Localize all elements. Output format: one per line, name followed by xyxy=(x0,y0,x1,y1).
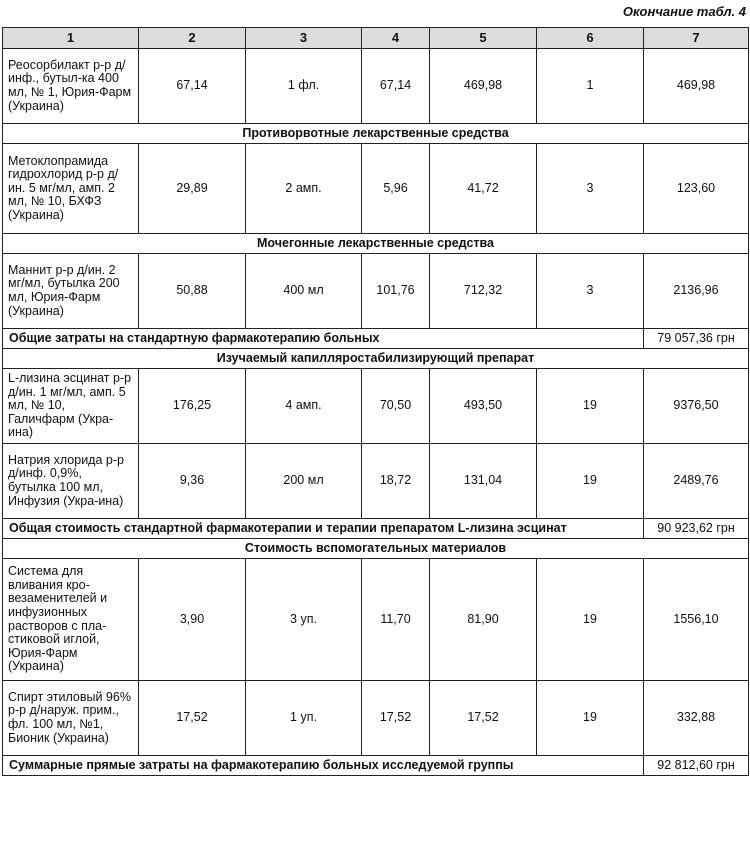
total-label: Общая стоимость стандартной фармакотерапии и терапии препаратом L-лизина эсцинат xyxy=(3,519,644,539)
column-header-6: 6 xyxy=(537,28,644,49)
value-cell-col6: 1 xyxy=(537,49,644,124)
value-cell-col3: 4 амп. xyxy=(246,369,362,444)
column-header-7: 7 xyxy=(644,28,749,49)
total-value: 90 923,62 грн xyxy=(644,519,749,539)
value-cell-col2: 9,36 xyxy=(139,444,246,519)
header-row xyxy=(3,28,749,49)
value-cell-col2: 17,52 xyxy=(139,681,246,756)
drug-name-cell: Реосорбилакт р-р д/инф., бутыл-ка 400 мл, № 1, Юрия-Фарм (Украина) xyxy=(3,49,139,124)
drug-name-cell: L-лизина эсцинат р-р д/ин. 1 мг/мл, амп. 5 мл, № 10, Галичфарм (Укра-ина) xyxy=(3,369,139,444)
value-cell-col6: 19 xyxy=(537,681,644,756)
drug-name-cell: Маннит р-р д/ин. 2 мг/мл, бутылка 200 мл, Юрия-Фарм (Украина) xyxy=(3,254,139,329)
total-value: 92 812,60 грн xyxy=(644,756,749,776)
section-heading: Мочегонные лекарственные средства xyxy=(3,234,749,254)
value-cell-col6: 3 xyxy=(537,144,644,234)
value-cell-col5: 131,04 xyxy=(430,444,537,519)
total-label: Общие затраты на стандартную фармакотерапию больных xyxy=(3,329,644,349)
section-row xyxy=(3,234,749,254)
value-cell-col2: 3,90 xyxy=(139,559,246,681)
value-cell-col4: 67,14 xyxy=(362,49,430,124)
value-cell-col5: 469,98 xyxy=(430,49,537,124)
drug-name-cell: Спирт этиловый 96% р-р д/наруж. прим., фл. 100 мл, №1, Бионик (Украина) xyxy=(3,681,139,756)
value-cell-col5: 81,90 xyxy=(430,559,537,681)
drug-name-cell: Система для вливания кро-везаменителей и инфузионных растворов с пла-стиковой иглой, Юрия-Фарм (Украина) xyxy=(3,559,139,681)
column-header-5: 5 xyxy=(430,28,537,49)
value-cell-col7: 9376,50 xyxy=(644,369,749,444)
value-cell-col6: 3 xyxy=(537,254,644,329)
value-cell-col4: 18,72 xyxy=(362,444,430,519)
value-cell-col7: 2136,96 xyxy=(644,254,749,329)
value-cell-col6: 19 xyxy=(537,559,644,681)
value-cell-col7: 1556,10 xyxy=(644,559,749,681)
value-cell-col3: 200 мл xyxy=(246,444,362,519)
value-cell-col5: 17,52 xyxy=(430,681,537,756)
value-cell-col2: 29,89 xyxy=(139,144,246,234)
total-row xyxy=(3,519,749,539)
value-cell-col5: 712,32 xyxy=(430,254,537,329)
table-row xyxy=(3,559,749,681)
drug-name-cell: Метоклопрамида гидрохлорид р-р д/ин. 5 мг/мл, амп. 2 мл, № 10, БХФЗ (Украина) xyxy=(3,144,139,234)
value-cell-col5: 41,72 xyxy=(430,144,537,234)
value-cell-col3: 3 уп. xyxy=(246,559,362,681)
value-cell-col3: 1 уп. xyxy=(246,681,362,756)
section-heading: Противорвотные лекарственные средства xyxy=(3,124,749,144)
table-row xyxy=(3,369,749,444)
value-cell-col6: 19 xyxy=(537,444,644,519)
total-value: 79 057,36 грн xyxy=(644,329,749,349)
value-cell-col3: 2 амп. xyxy=(246,144,362,234)
value-cell-col4: 11,70 xyxy=(362,559,430,681)
section-row xyxy=(3,349,749,369)
total-label: Суммарные прямые затраты на фармакотерапию больных исследуемой группы xyxy=(3,756,644,776)
value-cell-col4: 101,76 xyxy=(362,254,430,329)
value-cell-col3: 1 фл. xyxy=(246,49,362,124)
column-header-2: 2 xyxy=(139,28,246,49)
value-cell-col4: 5,96 xyxy=(362,144,430,234)
table-row xyxy=(3,144,749,234)
table-body xyxy=(3,49,749,776)
section-heading: Стоимость вспомогательных материалов xyxy=(3,539,749,559)
section-row xyxy=(3,124,749,144)
column-header-3: 3 xyxy=(246,28,362,49)
value-cell-col2: 176,25 xyxy=(139,369,246,444)
section-heading: Изучаемый капилляростабилизирующий препарат xyxy=(3,349,749,369)
table-caption: Окончание табл. 4 xyxy=(622,4,746,19)
table-row xyxy=(3,49,749,124)
table-row xyxy=(3,444,749,519)
value-cell-col7: 2489,76 xyxy=(644,444,749,519)
value-cell-col7: 332,88 xyxy=(644,681,749,756)
value-cell-col5: 493,50 xyxy=(430,369,537,444)
drug-name-cell: Натрия хлорида р-р д/инф. 0,9%, бутылка 100 мл, Инфузия (Укра-ина) xyxy=(3,444,139,519)
value-cell-col4: 70,50 xyxy=(362,369,430,444)
value-cell-col7: 123,60 xyxy=(644,144,749,234)
total-row xyxy=(3,329,749,349)
value-cell-col4: 17,52 xyxy=(362,681,430,756)
column-header-1: 1 xyxy=(3,28,139,49)
cost-table xyxy=(2,27,749,776)
value-cell-col2: 67,14 xyxy=(139,49,246,124)
total-row xyxy=(3,756,749,776)
value-cell-col3: 400 мл xyxy=(246,254,362,329)
value-cell-col2: 50,88 xyxy=(139,254,246,329)
table-row xyxy=(3,681,749,756)
value-cell-col6: 19 xyxy=(537,369,644,444)
value-cell-col7: 469,98 xyxy=(644,49,749,124)
section-row xyxy=(3,539,749,559)
column-header-4: 4 xyxy=(362,28,430,49)
table-row xyxy=(3,254,749,329)
